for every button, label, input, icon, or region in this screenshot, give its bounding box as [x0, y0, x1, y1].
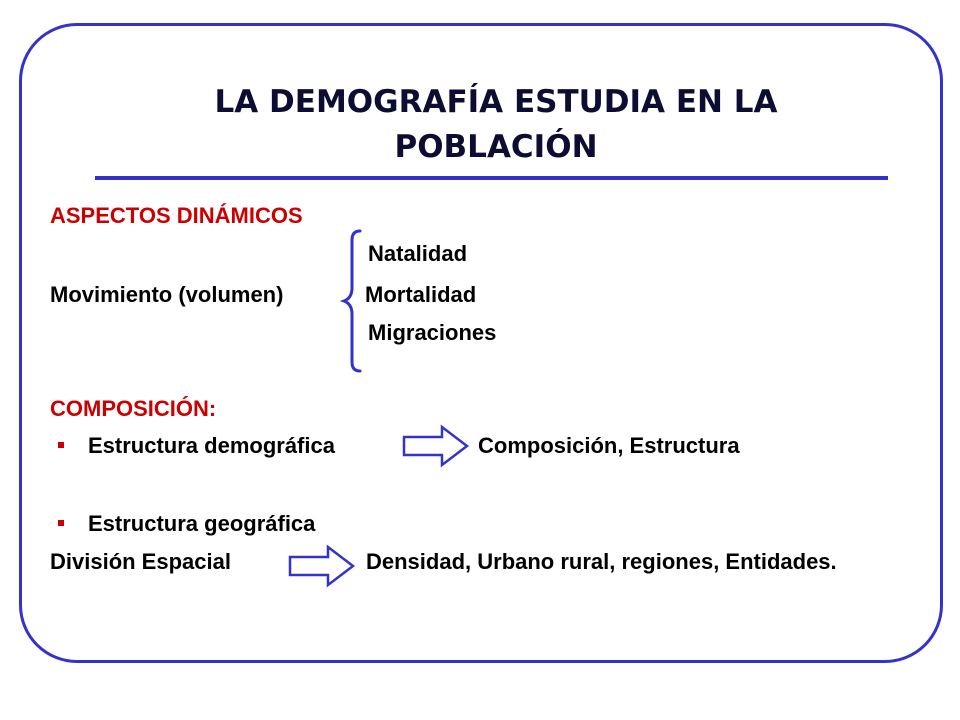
composicion-heading: COMPOSICIÓN:	[50, 396, 217, 421]
curly-brace-icon	[340, 228, 364, 374]
title-line-1: LA DEMOGRAFÍA ESTUDIA EN LA	[214, 84, 778, 120]
title-line-2: POBLACIÓN	[394, 129, 598, 165]
item-migraciones: Migraciones	[368, 320, 497, 345]
composicion-estructura: Composición, Estructura	[478, 433, 740, 458]
estructura-geografica: Estructura geográfica	[88, 511, 316, 536]
item-mortalidad: Mortalidad	[365, 282, 477, 307]
right-arrow-icon	[402, 425, 470, 467]
division-espacial: División Espacial	[50, 549, 231, 574]
estructura-demografica: Estructura demográfica	[88, 433, 335, 458]
movimiento-label: Movimiento (volumen)	[50, 282, 284, 307]
aspectos-heading: ASPECTOS DINÁMICOS	[50, 203, 303, 228]
item-natalidad: Natalidad	[368, 241, 468, 266]
slide-title	[96, 80, 896, 170]
densidad-list: Densidad, Urbano rural, regiones, Entidades.	[366, 549, 837, 574]
title-underline	[95, 176, 888, 180]
square-bullet-icon	[58, 442, 64, 448]
square-bullet-icon	[58, 520, 64, 526]
right-arrow-icon	[288, 545, 356, 587]
